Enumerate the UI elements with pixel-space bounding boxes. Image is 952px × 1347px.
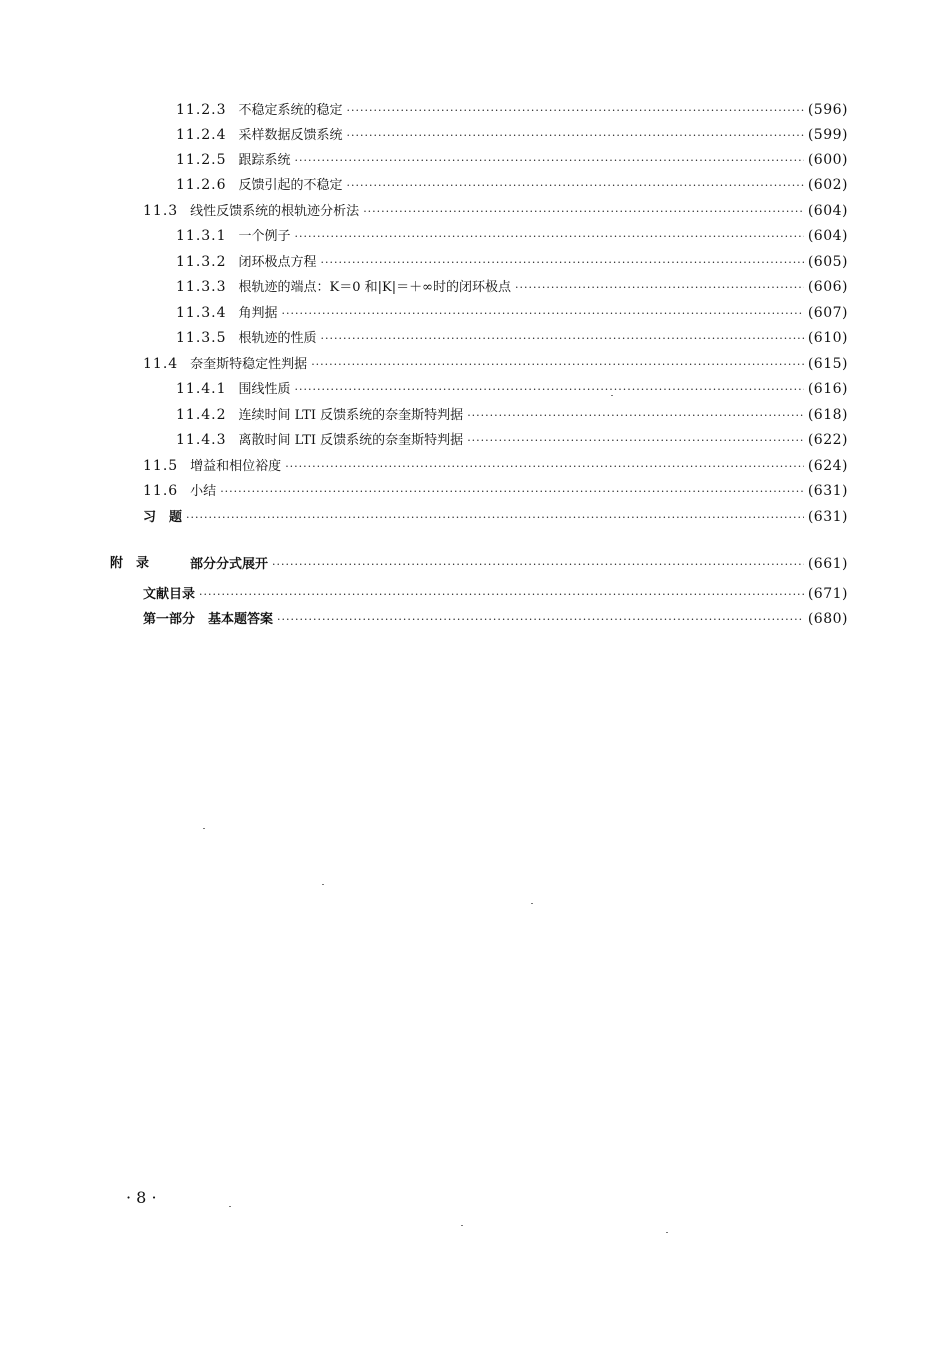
toc-entry-11-4-1 — [176, 377, 848, 401]
page-ref: (671) — [807, 586, 848, 602]
page-ref: (606) — [807, 279, 848, 295]
page-ref: (596) — [807, 102, 848, 118]
toc-entry-appendix — [190, 552, 848, 576]
dot-leader — [347, 124, 804, 148]
toc-entry-11-3 — [143, 199, 848, 223]
section-title: 奈奎斯特稳定性判据 — [190, 357, 308, 372]
toc-entry-11-2-3 — [176, 98, 848, 122]
dot-leader — [186, 506, 804, 530]
toc-entry-11-3-1 — [176, 224, 848, 248]
section-title: 不稳定系统的稳定 — [238, 103, 343, 118]
section-number: 11.5 — [143, 458, 179, 474]
dot-leader — [295, 378, 804, 402]
answers-title: 第一部分 基本题答案 — [143, 612, 274, 627]
page-ref: (604) — [807, 203, 848, 219]
dot-leader — [295, 225, 804, 249]
dot-leader — [272, 553, 804, 577]
toc-entry-11-4 — [143, 352, 848, 376]
section-title: 增益和相位裕度 — [190, 459, 282, 474]
page-ref: (600) — [807, 152, 848, 168]
scan-speck — [611, 395, 613, 396]
scan-speck — [229, 1206, 231, 1207]
page-ref: (599) — [807, 127, 848, 143]
dot-leader — [285, 455, 804, 479]
section-title: 采样数据反馈系统 — [238, 128, 343, 143]
page-ref: (618) — [807, 407, 848, 423]
scan-speck — [531, 903, 533, 904]
section-number: 11.3.5 — [176, 330, 227, 346]
toc-entry-11-4-3 — [176, 428, 848, 452]
dot-leader — [363, 200, 804, 224]
page-ref: (610) — [807, 330, 848, 346]
section-title: 连续时间 LTI 反馈系统的奈奎斯特判据 — [238, 408, 464, 423]
page-ref: (661) — [807, 556, 848, 572]
page-ref: (615) — [807, 356, 848, 372]
page-ref: (622) — [807, 432, 848, 448]
dot-leader — [467, 404, 804, 428]
page-ref: (604) — [807, 228, 848, 244]
section-title: 反馈引起的不稳定 — [238, 178, 343, 193]
toc-entry-bibliography — [143, 582, 848, 606]
toc-entry-11-2-6 — [176, 173, 848, 197]
dot-leader — [199, 583, 804, 607]
dot-leader — [467, 429, 804, 453]
toc-entry-11-2-4 — [176, 123, 848, 147]
section-number: 11.3.2 — [176, 254, 227, 270]
page-ref: (624) — [807, 458, 848, 474]
toc-entry-11-3-3 — [176, 275, 848, 299]
page-ref: (631) — [807, 509, 848, 525]
section-number: 11.3.3 — [176, 279, 227, 295]
section-number: 11.3.4 — [176, 305, 227, 321]
page-ref: (607) — [807, 305, 848, 321]
section-number: 11.2.5 — [176, 152, 227, 168]
page-ref: (602) — [807, 177, 848, 193]
section-number: 11.6 — [143, 483, 179, 499]
dot-leader — [347, 99, 804, 123]
toc-entry-11-3-4 — [176, 301, 848, 325]
scan-speck — [666, 1232, 668, 1233]
section-number: 11.2.4 — [176, 127, 227, 143]
section-number: 11.3.1 — [176, 228, 227, 244]
appendix-label: 附 录 — [110, 556, 150, 571]
section-number: 11.2.3 — [176, 102, 227, 118]
scan-speck — [461, 1225, 463, 1226]
page-ref: (680) — [807, 611, 848, 627]
section-title: 小结 — [190, 484, 217, 499]
dot-leader — [347, 174, 804, 198]
toc-entry-exercises — [143, 505, 848, 529]
section-number: 11.2.6 — [176, 177, 227, 193]
toc-entry-answers — [143, 607, 848, 631]
section-title: 根轨迹的性质 — [238, 331, 317, 346]
section-number: 11.4 — [143, 356, 179, 372]
section-title: 根轨迹的端点：K＝0 和|K|＝＋∞时的闭环极点 — [238, 280, 511, 295]
section-title: 围线性质 — [238, 382, 291, 397]
page-number: · 8 · — [126, 1188, 157, 1207]
toc-entry-11-4-2 — [176, 403, 848, 427]
bibliography-title: 文献目录 — [143, 587, 196, 602]
dot-leader — [515, 276, 804, 300]
section-title: 角判据 — [238, 306, 278, 321]
section-title: 跟踪系统 — [238, 153, 291, 168]
toc-entry-11-3-2 — [176, 250, 848, 274]
dot-leader — [311, 353, 804, 377]
dot-leader — [220, 480, 804, 504]
section-number: 11.4.2 — [176, 407, 227, 423]
scan-speck — [322, 884, 324, 885]
section-title: 闭环极点方程 — [238, 255, 317, 270]
toc-entry-11-2-5 — [176, 148, 848, 172]
toc-entry-11-6 — [143, 479, 848, 503]
dot-leader — [282, 302, 804, 326]
section-title: 线性反馈系统的根轨迹分析法 — [190, 204, 360, 219]
dot-leader — [277, 608, 804, 632]
section-title: 习 题 — [143, 510, 183, 525]
scan-speck — [203, 828, 205, 829]
section-number: 11.3 — [143, 203, 179, 219]
dot-leader — [321, 327, 804, 351]
dot-leader — [321, 251, 804, 275]
page-ref: (616) — [807, 381, 848, 397]
section-number: 11.4.3 — [176, 432, 227, 448]
section-title: 一个例子 — [238, 229, 291, 244]
toc-entry-11-5 — [143, 454, 848, 478]
dot-leader — [295, 149, 804, 173]
toc-entry-11-3-5 — [176, 326, 848, 350]
page-ref: (605) — [807, 254, 848, 270]
appendix-title: 部分分式展开 — [190, 557, 269, 572]
section-title: 离散时间 LTI 反馈系统的奈奎斯特判据 — [238, 433, 464, 448]
page-ref: (631) — [807, 483, 848, 499]
section-number: 11.4.1 — [176, 381, 227, 397]
